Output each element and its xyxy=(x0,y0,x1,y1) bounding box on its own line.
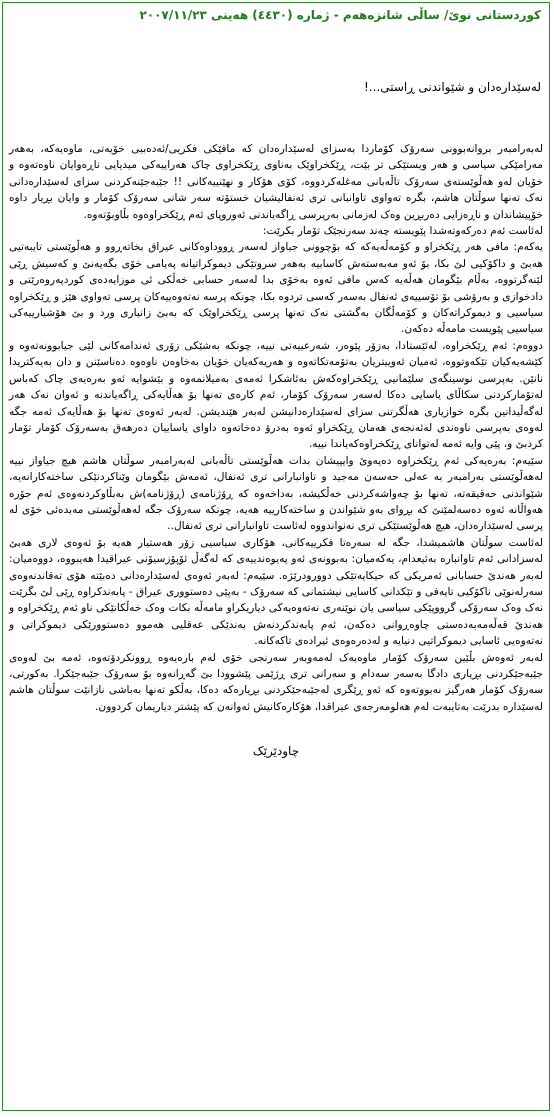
article-paragraph: لەئاست سوڵتان هاشمیشدا، جگە لە سەرەتا فکرییەکانی، هۆکاری سیاسیی زۆر هەستیار هەیە بۆ ئەوەی لاری هەبێ لەسزادانی ئەم تاوانبارە بەئیعدام، یەکەمیان: بەبوونەی ئەو پەیوەندییەی کە لەگەڵ ئۆپۆزسیۆنی عیراقیدا هەیبووە، دووەمیان: لەبەر هەندێ حسابانی ئەمریکی کە حیکایەتێکی دوورودرێژە. سێیەم: لەبەر ئەوەی لەسێدارەدانی دەبێتە هۆی تەقاندنەوەی سەرلەنوێی ناکۆکیی تایەفی و تێکدانی کاسایی نیشتمانی کە سەرۆک - بەپێی دەستووری عیراق - پابەندکراوە ڕێی لێ بگرێت نەک وەک سەرۆکی گرووپێکی سیاسی یان نوێنەری نەتەوەیەکی دیاریکراو مامەڵە بکات وەک خەڵکانێکی ناو ئەم ڕێکخراوە و هەندێ قەڵەمەبەدەستی چاوەڕوانی دەکەن، ئەم پابەندکردنەش بەندێکی عەقلیی هەموو دەستوورێکی دیموکراتی و نەتەوەیی ئاسایی دیموکراتیی دنیایە و لەدەرەوەی ئیرادەی تاکەکانە. xyxy=(9,536,543,648)
newspaper-page xyxy=(2,2,550,1111)
article-title: لەسێدارەدان و شێواندنی ڕاستی...! xyxy=(364,80,541,94)
article-paragraph: لەبەرامبەر بروانەبوونی سەرۆک کۆماردا بەسزای لەسێدارەدان کە مافێکی فکریی/ئەدەبیی خۆیەتی، ماوەیەکە، بەهەر مەرامێکی سیاسی و هەر ویستێکی تر بێت، ڕێکخراوێک بەناوی ڕێکخراوی چاک هەراییەکی میدیایی ناڕەوایان ناوەتەوە و خۆیان لەو هەڵوێستەی سەرۆک تاڵەبانی مەغلەکردووە، کۆی هۆکار و نهێنییەکانی !! جێبەجێنەکردنی سزای لەسێدارەدانی نەک تەنها سوڵتان هاشم، بگرە تەواوی تاوانبانی تری ئەنفالیشیان خستۆتە سەر شانی سەرۆک کۆمار و وایان بڕیار داوە خۆپیشاندان و ناڕەزایی دەربڕین وەک لەزمانی بەرپرسی ڕاگەیاندنی ئەوروپای ئەم ڕێکخراوەوە بڵاوبۆتەوە. xyxy=(9,143,543,221)
article-paragraph: سێیەم: بەرەیەکی ئەم ڕێکخراوە دەیەوێ وایپیشان بدات هەڵوێستی تاڵەبانی لەبەرامبەر سوڵتان هاشم هیچ جیاواز نییە لەهەڵوێستی بەرامبەر بە عەلی حەسەن مەجید و تاوانبارانی تری ئەنفال، ئەمەش بێگومان وێناکردنێکی ساختەکارانەیە، شێواندنی حەقیقەتە، تەنها بۆ چەواشەکردنی خەڵکیشە، بەداخەوە کە ڕۆژنامەی (ڕۆژنامە)ش بەبڵاوکردنەوەی ئەم جۆرە هەواڵانە ئەوە دەسەلمێنێ کە بڕوای بەو شێواندن و ساختەکارییە هەیە، چونکە سەرۆک جگە لەهەڵوێستی مەبدەئی خۆی لە پرسی لەسێدارەدان، هیچ هەڵوێستێکی تری نەنواندووە لەئاست تاوانبارانی تری ئەنفال.. xyxy=(9,454,543,533)
article-paragraph: یەکەم: مافی هەر ڕێکخراو و کۆمەڵەیەکە کە بۆچوونی جیاواز لەسەر ڕووداوەکانی عیراق بخاتەڕوو و هەڵوێستی تایبەتیی هەبێ و داکۆکیی لێ بکا، بۆ ئەو مەبەستەش کاسابیە بەهەر سروتێکی دیموکراتیانە پەیامی خۆی بگەیەنێ و کەسیش ڕێی لێنەگرتووە، بەڵام بێگومان هەڵەیە کەس مافی ئەوە بەخۆی بدا لەسەر حسابی خەڵکی ئی موزایەدەی کوردپەروەرێتی و دادخوازی و بەرۆشی بۆ تۆسییەی ئەنفال بەسەر کەسی تردوە بکا، چونکە پرسە نەتەوەییەکان پرسی تەواوی هێز و ڕێکخراوە سیاسیی و دیموکراتەکان و کۆمەڵگان بەگشتی نەک تەنها پرسی ڕێکخراوێک کە بەبێ زانیاری ورد و بێ هۆشیارییەکی سیاسیی پێویست مامەڵە دەکەن. xyxy=(9,241,543,336)
masthead: کوردستانی نوێ/ ساڵی شانزەهەم - ژمارە (٤٤٣٠) هەینی ٢٠٠٧/١١/٢٣ xyxy=(139,8,541,22)
article-body xyxy=(9,141,543,715)
article-paragraph: لەبەر ئەوەش بڵێین سەرۆک کۆمار ماوەیەک لەمەوبەر سەرنجی خۆی لەم بارەیەوە ڕوونکردۆتەوە، ئەمە بێ لەوەی جێبەجێکردنی بڕیاری دادگا بەسەر سەدام و سەرانی تری ڕژێمی پێشوودا بێ گەڕانەوە بۆ سەرۆک جێبەجێکرا. بەکورتی، سەرۆک کۆمار هەرگیز نەبووتەوە کە ئەو ڕێگری لەجێبەجێکردنی بڕیارەکە دەکا، بەڵکو تەنها بەباشی نازانێت سوڵتان هاشم لەسێدارە بدرێت بەتایبەت لەم هەلومەرجەی عیراقدا، هۆکارەکانیش ئەوانەن کە پێشتر دیاریمان کردوون. xyxy=(9,651,543,713)
author-signature: چاودێرێک xyxy=(252,744,300,759)
article-paragraph: لەئاست ئەم دەرکەوتەشدا پێویستە چەند سەرنجێک تۆمار بکرێت: xyxy=(262,225,543,238)
article-paragraph: دووەم: ئەم ڕێکخراوە، لەئێستادا، بەزۆر پێوەر، شەرعییەتی نییە، چونکە بەشێکی زۆری ئەندامەکانی لێی جیابوونەتەوە و کێشەیەکیان تێکەوتووە، ئەمیان ئەوییتریان بەتۆمەتکاتەوە و هەریەکەیان خۆیان بەخاوەن ناوەوە دەناسێنن و دان بەیەکتریدا نانێن. بەپرسی نوسینگەی سلێمانیی ڕێکخراوەکەش بەئاشکرا ئەمەی بەمیلانمەوە و بێشوایە ئەو بەرەیەی چاک کەباس لەتۆمارکردنی سکاڵای یاسایی دەکا لەسەر سەرۆک کۆمار، ئەم کارەی تەنها بۆ هەڵایەکی ڕاگەیاندنە و ئەوان نەک هەر لەگەڵیدانین بگرە خوازیاری هەڵگرتنی سزای لەسێدارەدانیشن لەبەر هێندیشن. لەبەر ئەوەی تەنها بۆ هەڵایەک ئەمە جگە لەوەی بەپرسی ناوەندی لەئەنجەی هەمان ڕێکخراو ئەوە بەدرۆ دەخاتەوە داوای یاساییان دەرهەق بەسەرۆک کۆمار تۆمار کردبێ و، پێی وایە ئەمە لەتوانای ڕێکخراوەکەیاندا نییە. xyxy=(9,339,543,451)
